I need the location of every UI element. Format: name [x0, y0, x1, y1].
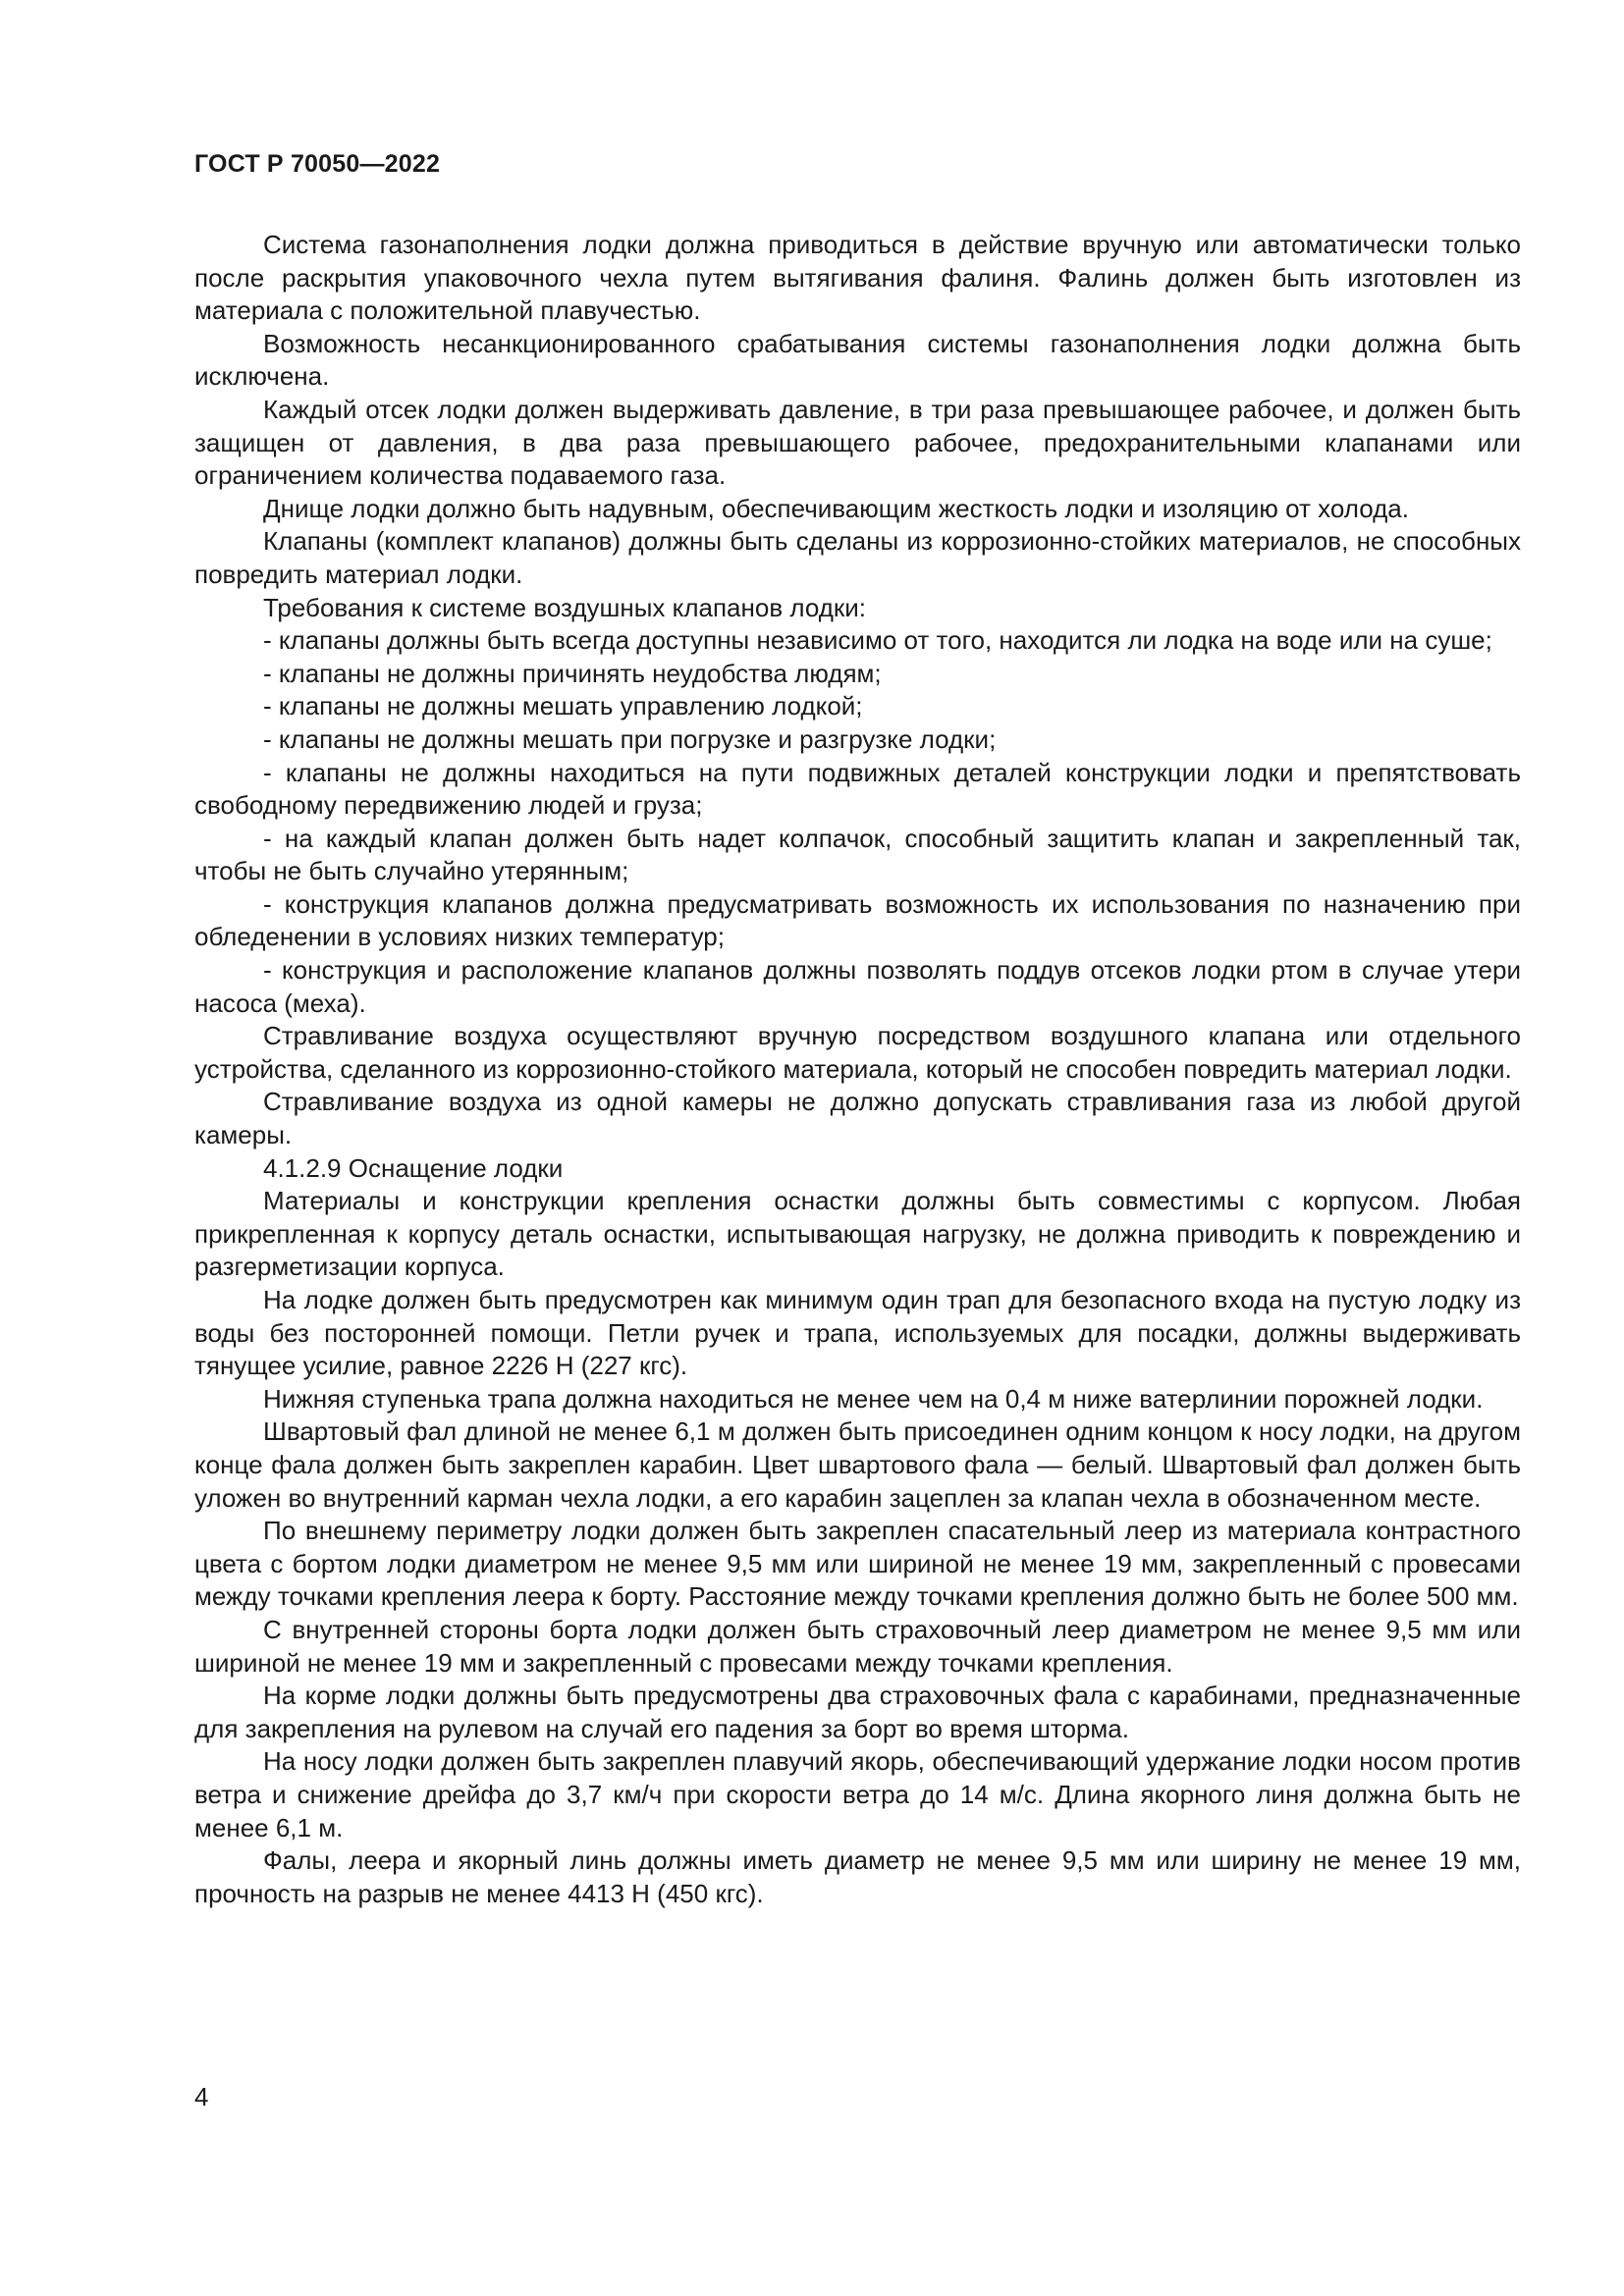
paragraph: По внешнему периметру лодки должен быть закреплен спасательный леер из материала контрастного цвета с бортом лодки диаметром не менее 9,5 мм или шириной не менее 19 мм, закрепленный с провесами между точками крепления леера к борту. Расстояние между точками крепления должно быть не более 500 мм.: [194, 1516, 1521, 1612]
list-item: - конструкция клапанов должна предусматривать возможность их использования по назначению при обледенении в условиях низких температур;: [194, 888, 1521, 952]
list-item: - конструкция и расположение клапанов должны позволять поддув отсеков лодки ртом в случае утери насоса (меха).: [194, 955, 1521, 1018]
paragraph: На корме лодки должны быть предусмотрены два страховочных фала с карабинами, предназначенные для закрепления на рулевом на случай его падения за борт во время шторма.: [194, 1681, 1521, 1743]
paragraph: Возможность несанкционированного срабатывания системы газонаполнения лодки должна быть исключена.: [194, 328, 1521, 392]
paragraph: Днище лодки должно быть надувным, обеспечивающим жесткость лодки и изоляцию от холода.: [263, 493, 1409, 523]
section-heading: 4.1.2.9 Оснащение лодки: [263, 1152, 564, 1183]
list-item: - клапаны не должны причинять неудобства людям;: [263, 658, 882, 688]
document-header: ГОСТ Р 70050—2022: [194, 150, 441, 178]
list-item: - клапаны не должны находиться на пути подвижных деталей конструкции лодки и препятствовать свободному передвижению людей и груза;: [194, 757, 1521, 821]
paragraph: Клапаны (комплект клапанов) должны быть сделаны из коррозионно-стойких материалов, не способных повредить материал лодки.: [194, 526, 1521, 589]
paragraph: Требования к системе воздушных клапанов лодки:: [263, 592, 866, 622]
paragraph: На лодке должен быть предусмотрен как минимум один трап для безопасного входа на пустую лодку из воды без посторонней помощи. Петли ручек и трапа, используемых для посадки, должны выдерживать тянущее усилие, равное 2226 Н (227 кгс).: [194, 1285, 1521, 1381]
document-body: [194, 229, 1521, 1910]
paragraph: На носу лодки должен быть закреплен плавучий якорь, обеспечивающий удержание лодки носом против ветра и снижение дрейфа до 3,7 км/ч при скорости ветра до 14 м/с. Длина якорного линя должна быть не менее 6,1 м.: [194, 1746, 1521, 1842]
paragraph: Стравливание воздуха осуществляют вручную посредством воздушного клапана или отдельного устройства, сделанного из коррозионно-стойкого материала, который не способен повредить материал лодки.: [194, 1021, 1521, 1084]
list-item: - клапаны не должны мешать при погрузке и разгрузке лодки;: [263, 723, 997, 754]
list-item: - клапаны должны быть всегда доступны независимо от того, находится ли лодка на воде или на суше;: [263, 625, 1492, 656]
paragraph: Стравливание воздуха из одной камеры не должно допускать стравливания газа из любой другой камеры.: [194, 1087, 1521, 1150]
paragraph: Система газонаполнения лодки должна приводиться в действие вручную или автоматически только после раскрытия упаковочного чехла путем вытягивания фалиня. Фалинь должен быть изготовлен из материала с положительной плавучестью.: [194, 230, 1521, 326]
paragraph: Каждый отсек лодки должен выдерживать давление, в три раза превышающее рабочее, и должен быть защищен от давления, в два раза превышающего рабочее, предохранительными клапанами или ограничением количества подаваемого газа.: [194, 394, 1521, 491]
list-item: - клапаны не должны мешать управлению лодкой;: [263, 691, 863, 721]
paragraph: Материалы и конструкции крепления оснастки должны быть совместимы с корпусом. Любая прикрепленная к корпусу деталь оснастки, испытывающая нагрузку, не должна приводить к повреждению и разгерметизации корпуса.: [194, 1186, 1521, 1282]
paragraph: Фалы, леера и якорный линь должны иметь диаметр не менее 9,5 мм или ширину не менее 19 мм, прочность на разрыв не менее 4413 Н (450 кгс).: [194, 1845, 1521, 1908]
paragraph: Швартовый фал длиной не менее 6,1 м должен быть присоединен одним концом к носу лодки, на другом конце фала должен быть закреплен карабин. Цвет швартового фала — белый. Швартовый фал должен быть уложен во внутренний карман чехла лодки, а его карабин зацеплен за клапан чехла в обозначенном месте.: [194, 1416, 1521, 1513]
list-item: - на каждый клапан должен быть надет колпачок, способный защитить клапан и закрепленный так, чтобы не быть случайно утерянным;: [194, 823, 1521, 886]
page-number: 4: [194, 2082, 209, 2111]
paragraph: Нижняя ступенька трапа должна находиться не менее чем на 0,4 м ниже ватерлинии порожней лодки.: [263, 1383, 1484, 1414]
paragraph: С внутренней стороны борта лодки должен быть страховочный леер диаметром не менее 9,5 мм или шириной не менее 19 мм и закрепленный с провесами между точками крепления.: [194, 1614, 1521, 1678]
